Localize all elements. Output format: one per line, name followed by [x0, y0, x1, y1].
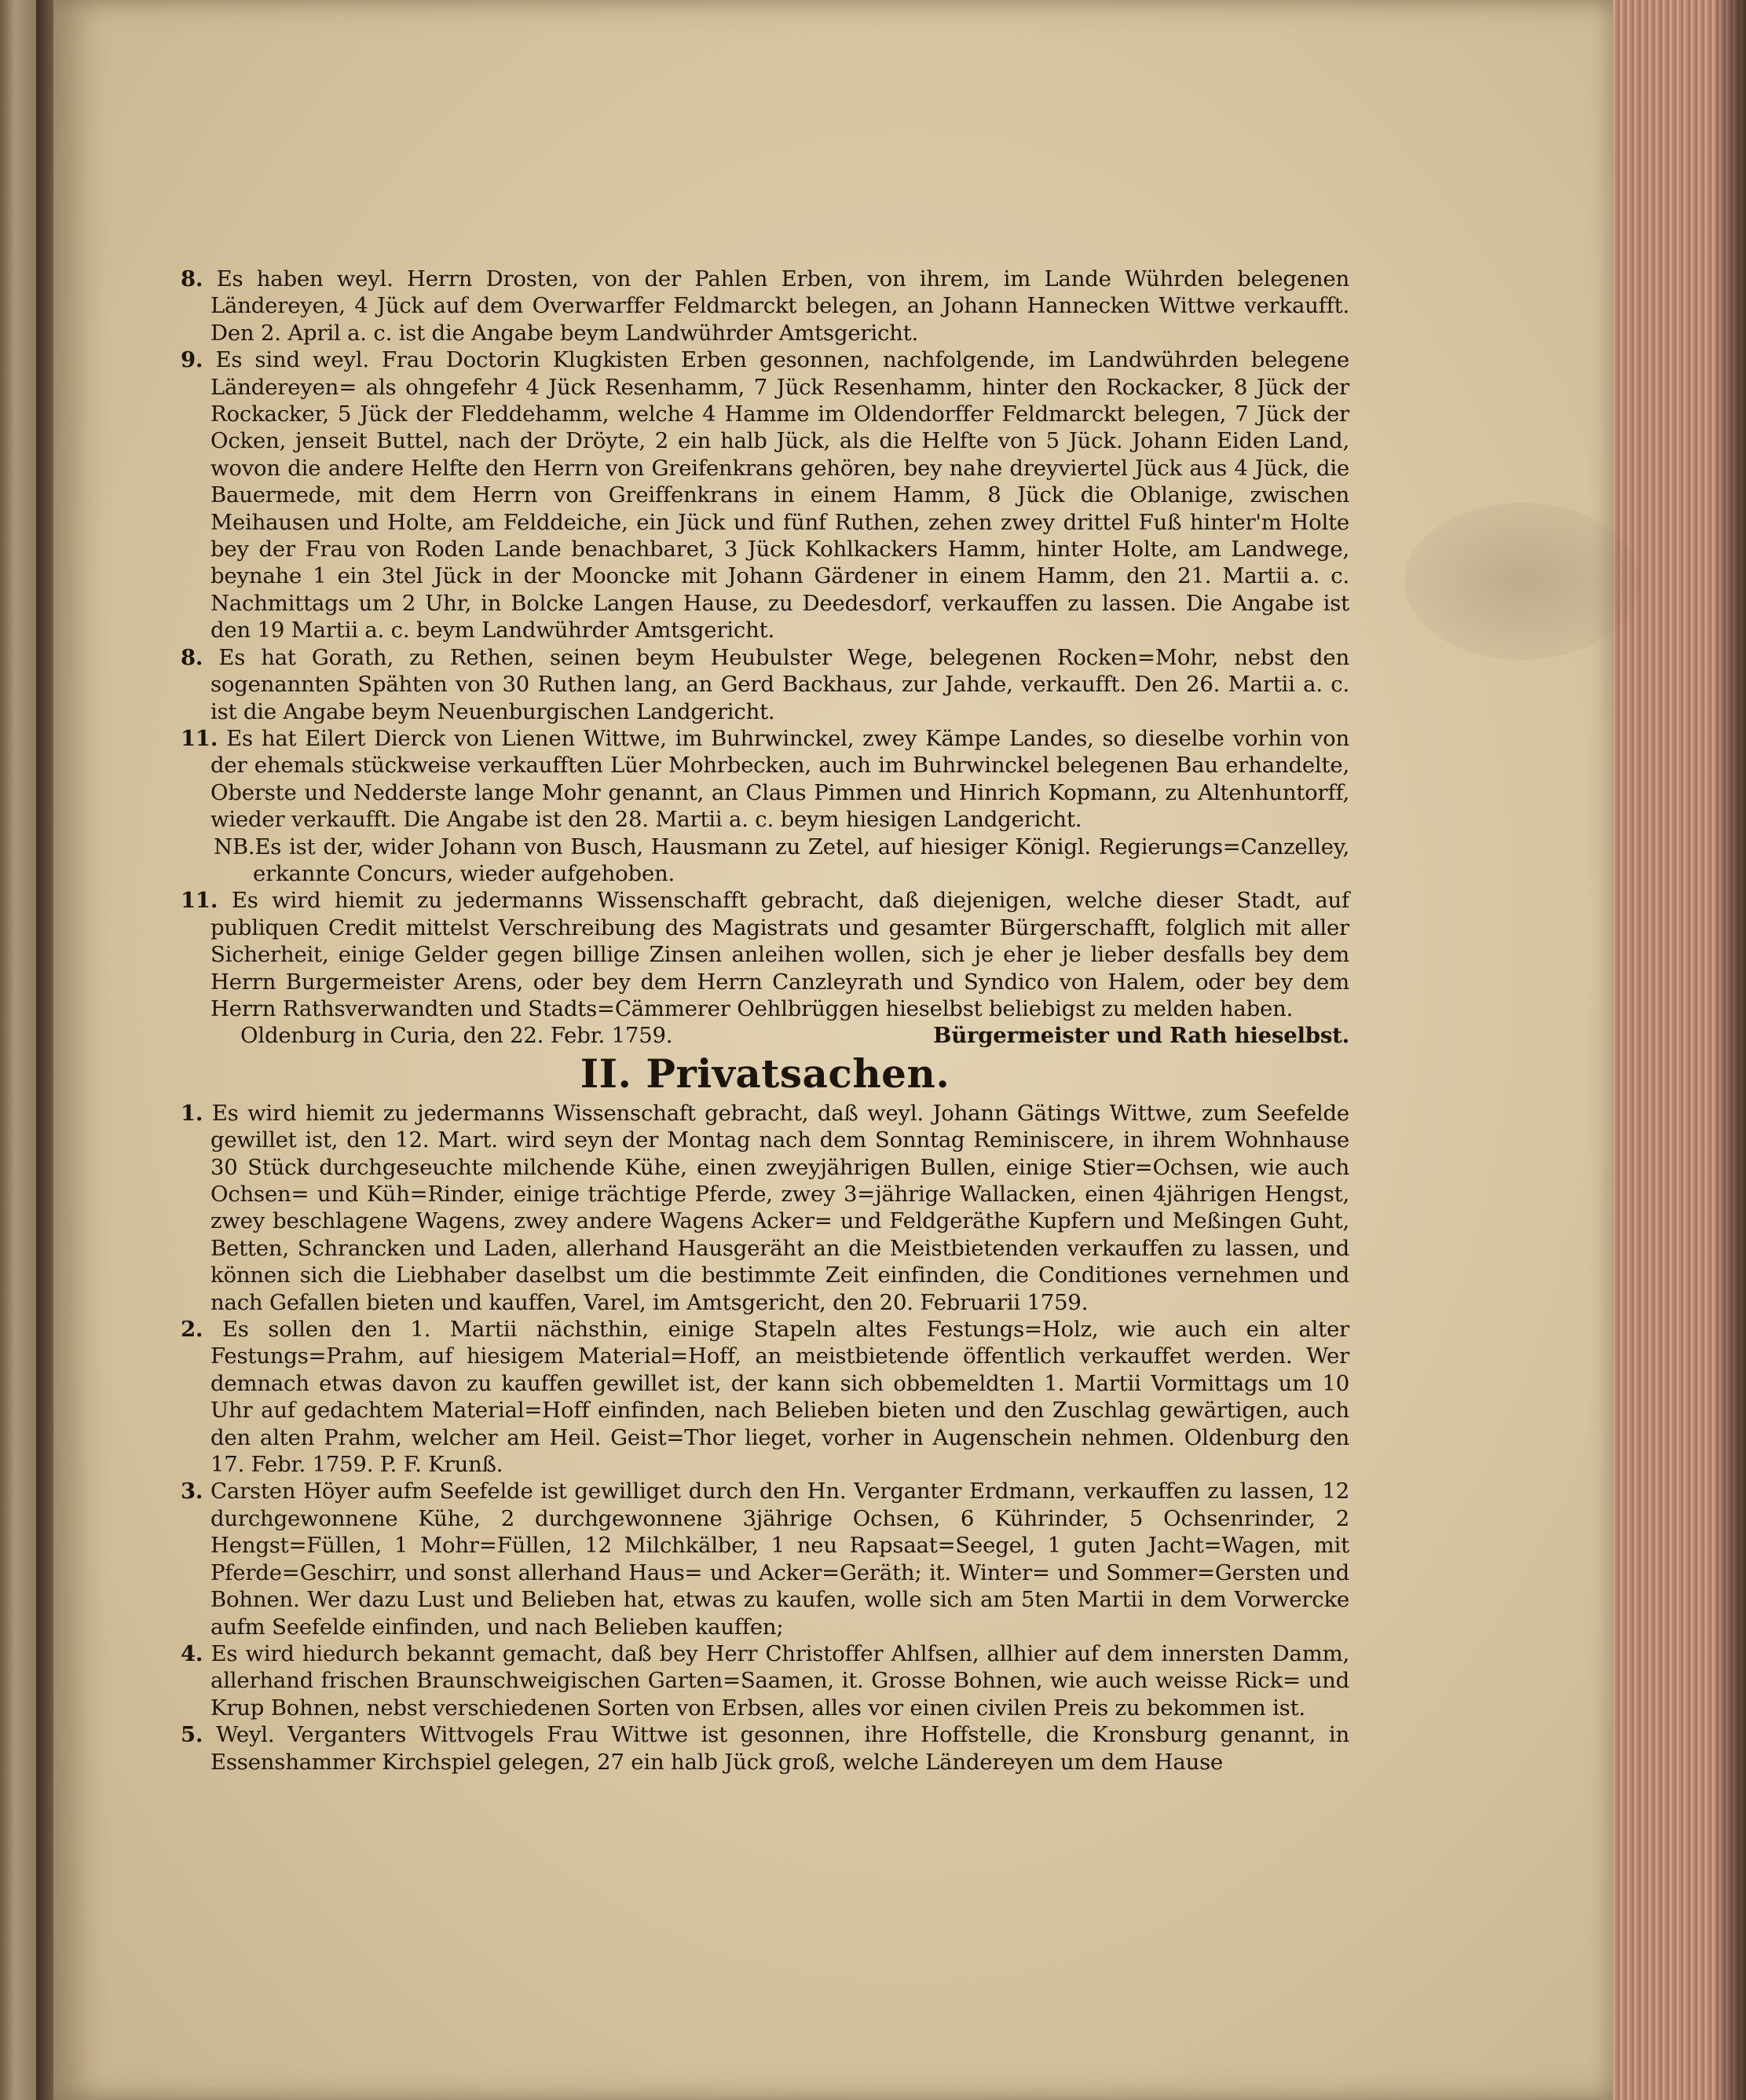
entry-text: Weyl. Verganters Wittvogels Frau Wittwe ist gesonnen, ihre Hoffstelle, die Kronsburg genannt, in Essenshammer Kirchspiel gelegen, 27 ein halb Jück groß, welche Ländereyen um dem Hause — [210, 1722, 1349, 1775]
book-gutter — [36, 0, 53, 2100]
entry-number: 11. — [181, 888, 218, 914]
entry-text: Carsten Höyer aufm Seefelde ist gewilliget durch den Hn. Verganter Erdmann, verkauffen zu lassen, 12 durchgewonnene Kühe, 2 durchgewonnene 3jährige Ochsen, 6 Kührinder, 5 Ochsenrinder, 2 Hengst=Füllen, 1 Mohr=Füllen, 12 Milchkälber, 1 neu Rapsaat=Seegel, 1 guten Jacht=Wagen, mit Pferde=Geschirr, und sonst allerhand Haus= und Acker=Geräth; it. Winter= und Sommer=Gersten und Bohnen. Wer dazu Lust und Belieben hat, etwas zu kaufen, wolle sich am 5ten Martii in dem Vorwercke aufm Seefelde einfinden, und nach Belieben kauffen; — [210, 1479, 1349, 1640]
entry-text: Es wird hiemit zu jedermanns Wissenschaft gebracht, daß weyl. Johann Gätings Wittwe, zum Seefelde gewillet ist, den 12. Mart. wird seyn der Montag nach dem Sonntag Reminiscere, in ihrem Wohnhause 30 Stück durchgeseuchte milchende Kühe, einen zweyjährigen Bullen, einige Stier=Ochsen, wie auch Ochsen= und Küh=Rinder, einige trächtige Pferde, zwey 3=jährige Wallacken, einen 4jährigen Hengst, zwey beschlagene Wagens, zwey andere Wagens Acker= und Feldgeräthe Kupfern und Meßingen Guht, Betten, Schrancken und Laden, allerhand Hausgeräht an die Meistbietenden verkauffen zu lassen, und können sich die Liebhaber daselbst um die bestimmte Zeit einfinden, die Conditiones vernehmen und nach Gefallen bieten und kauffen, Varel, im Amtsgericht, den 20. Februarii 1759. — [210, 1100, 1349, 1315]
private-entry-4 — [181, 1640, 1349, 1721]
entry-text: Es haben weyl. Herrn Drosten, von der Pahlen Erben, von ihrem, im Lande Wührden belegenen Ländereyen, 4 Jück auf dem Overwarffer Feldmarckt belegen, an Johann Hannecken Wittwe verkaufft. Den 2. April a. c. ist die Angabe beym Landwührder Amtsgericht. — [210, 266, 1350, 346]
official-entry-8 — [181, 266, 1349, 346]
official-entry-10 — [181, 644, 1349, 725]
magistrate-signature — [181, 1022, 1349, 1049]
ink-bleed-stain — [1404, 503, 1640, 660]
entry-text: Es wird hiemit zu jedermanns Wissenschafft gebracht, daß diejenigen, welche dieser Stadt, auf publiquen Credit mittelst Verschreibung des Magistrats und gesamter Bürgerschafft, folglich mit aller Sicherheit, einige Gelder gegen billige Zinsen anleihen wollen, sich je eher je lieber desfalls bey dem Herrn Burgermeister Arens, oder bey dem Herrn Canzleyrath und Syndico von Halem, oder bey dem Herrn Rathsverwandten und Stadts=Cämmerer Oehlbrüggen hieselbst beliebigst zu melden haben. — [210, 888, 1349, 1021]
entry-number: 9. — [181, 347, 203, 373]
note-text: Es ist der, wider Johann von Busch, Hausmann zu Zetel, auf hiesiger Königl. Regierungs=Canzelley, erkannte Concurs, wieder aufgehoben. — [253, 834, 1349, 886]
page-stack-shadow — [1716, 0, 1746, 2100]
official-entry-12 — [181, 887, 1349, 1022]
entry-number: 8. — [181, 266, 203, 291]
entry-number: 5. — [181, 1722, 203, 1748]
private-entry-3 — [181, 1478, 1349, 1640]
entry-text: Es hat Eilert Dierck von Lienen Wittwe, im Buhrwinckel, zwey Kämpe Landes, so dieselbe vorhin von der ehemals stückweise verkaufften Lüer Mohrbecken, auch im Buhrwinckel belegenen Bau erhandelte, Oberste und Nedderste lange Mohr genannt, an Claus Pimmen und Hinrich Kopmann, zu Altenhuntorff, wieder verkaufft. Die Angabe ist den 28. Martii a. c. beym hiesigen Landgericht. — [210, 725, 1349, 833]
private-entry-2 — [181, 1316, 1349, 1478]
note-marker: NB. — [214, 834, 255, 859]
entry-number: 1. — [181, 1100, 203, 1126]
entry-number: 3. — [181, 1479, 203, 1504]
nota-bene-note — [181, 834, 1349, 888]
page-text — [181, 266, 1349, 1776]
entry-number: 2. — [181, 1317, 203, 1343]
left-page-edge — [0, 0, 36, 2100]
private-entry-1 — [181, 1100, 1349, 1316]
entry-text: Es sollen den 1. Martii nächsthin, einige Stapeln altes Festungs=Holz, wie auch ein alter Festungs=Prahm, auf hiesigem Material=Hoff, an meistbietende öffentlich verkauffet werden. Wer demnach etwas davon zu kauffen gewillet ist, der kann sich obbemeldten 1. Martii Vormittags um 10 Uhr auf gedachtem Material=Hoff einfinden, nach Belieben bieten und den Zuschlag gewärtigen, auch den alten Prahm, welcher am Heil. Geist=Thor lieget, vorher in Augenschein nehmen. Oldenburg den 17. Febr. 1759. P. F. Krunß. — [210, 1317, 1350, 1478]
entry-text: Es sind weyl. Frau Doctorin Klugkisten Erben gesonnen, nachfolgende, im Landwührden belegene Ländereyen= als ohngefehr 4 Jück Resenhamm, 7 Jück Resenhamm, hinter den Rockacker, 8 Jück der Rockacker, 5 Jück der Fleddehamm, welche 4 Hamme im Oldendorffer Feldmarckt belegen, 7 Jück der Ocken, jenseit Buttel, nach der Dröyte, 2 ein halb Jück, als die Helfte von 5 Jück. Johann Eiden Land, wovon die andere Helfte den Herrn von Greifenkrans gehören, bey nahe dreyviertel Jück aus 4 Jück, die Bauermede, mit dem Herrn von Greiffenkrans in einem Hamm, 8 Jück die Oblanige, zwischen Meihausen und Holte, am Felddeiche, ein Jück und fünf Ruthen, zehen zwey drittel Fuß hinter'm Holte bey der Frau von Roden Lande benachbaret, 3 Jück Kohlkackers Hamm, hinter Holte, am Landwege, beynahe 1 ein 3tel Jück in der Mooncke mit Johann Gärdener in einem Hamm, den 21. Martii a. c. Nachmittags um 2 Uhr, in Bolcke Langen Hause, zu Deedesdorf, verkauffen zu lassen. Die Angabe ist den 19 Martii a. c. beym Landwührder Amtsgericht. — [210, 347, 1350, 643]
entry-text: Es hat Gorath, zu Rethen, seinen beym Heubulster Wege, belegenen Rocken=Mohr, nebst den sogenannten Spähten von 30 Ruthen lang, an Gerd Backhaus, zur Jahde, verkaufft. Den 26. Martii a. c. ist die Angabe beym Neuenburgischen Landgericht. — [210, 644, 1350, 724]
entry-text: Es wird hiedurch bekannt gemacht, daß bey Herr Christoffer Ahlfsen, allhier auf dem innersten Damm, allerhand frischen Braunschweigischen Garten=Saamen, it. Grosse Bohnen, wie auch weisse Rick= und Krup Bohnen, nebst verschiedenen Sorten von Erbsen, alles vor einen civilen Preis zu bekommen ist. — [210, 1640, 1349, 1721]
entry-number: 8. — [181, 644, 203, 670]
signature-authority: Bürgermeister und Rath hieselbst. — [933, 1023, 1349, 1049]
entry-number: 11. — [181, 725, 218, 751]
entry-number: 4. — [181, 1640, 203, 1666]
section-heading: II. Privatsachen. — [580, 1050, 950, 1097]
official-entry-9 — [181, 346, 1349, 643]
signature-place-date: Oldenburg in Curia, den 22. Febr. 1759. — [240, 1023, 673, 1049]
private-entry-5 — [181, 1721, 1349, 1776]
official-entry-11 — [181, 725, 1349, 834]
